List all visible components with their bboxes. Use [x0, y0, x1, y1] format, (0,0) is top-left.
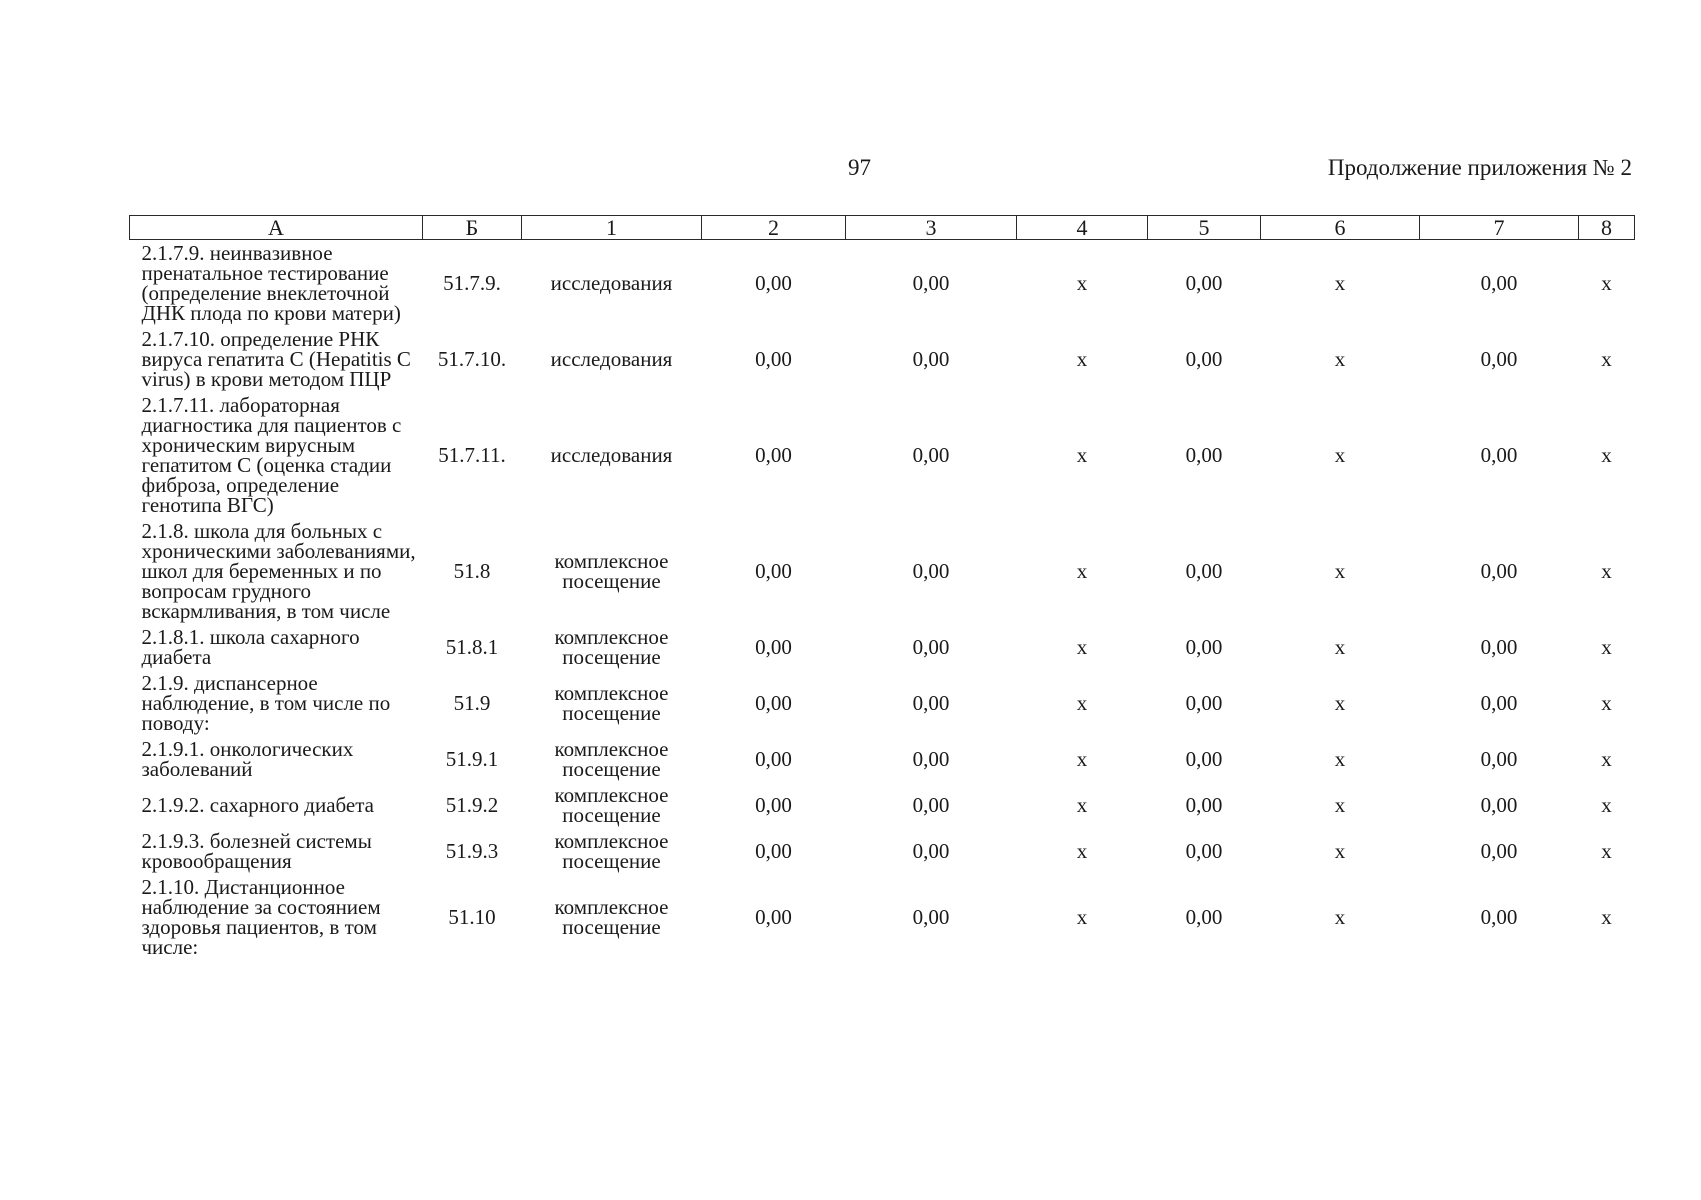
col2-cell: 0,00: [755, 443, 792, 467]
data-table: [129, 215, 1635, 960]
col8-cell: х: [1601, 839, 1612, 863]
table-row: [130, 326, 1635, 392]
row-unit-cell: комплексное посещение: [554, 829, 669, 873]
row-code-cell: 51.8: [453, 559, 491, 583]
col7-cell: 0,00: [1480, 559, 1518, 583]
col4-cell: х: [1076, 635, 1088, 659]
row-code-cell: 51.7.11.: [438, 443, 506, 467]
col2-cell: 0,00: [755, 691, 792, 715]
row-unit-cell: комплексное посещение: [554, 549, 669, 593]
col2-cell: 0,00: [755, 271, 792, 295]
col7-cell: 0,00: [1480, 747, 1518, 771]
col5-cell: 0,00: [1185, 839, 1223, 863]
table-row: [130, 518, 1635, 624]
row-unit-cell: исследования: [550, 443, 673, 467]
column-header: 4: [1017, 216, 1148, 240]
col5-cell: 0,00: [1185, 793, 1223, 817]
col6-cell: х: [1334, 747, 1346, 771]
col4-cell: х: [1076, 905, 1088, 929]
row-name-cell: 2.1.9.3. болезней системы кровообращения: [141, 829, 372, 873]
column-header: 6: [1261, 216, 1420, 240]
row-name-cell: 2.1.8. школа для больных с хроническими заболеваниями, школ для беременных и по вопросам грудного вскармливания, в том числе: [141, 519, 416, 623]
row-name-cell: 2.1.7.9. неинвазивное пренатальное тестирование (определение внеклеточной ДНК плода по крови матери): [141, 241, 401, 325]
col8-cell: х: [1601, 905, 1612, 929]
column-header-row: [130, 216, 1635, 240]
col5-cell: 0,00: [1185, 443, 1223, 467]
col5-cell: 0,00: [1185, 905, 1223, 929]
col3-cell: 0,00: [912, 559, 950, 583]
column-header: Б: [423, 216, 522, 240]
table-body: [130, 240, 1635, 961]
row-unit-cell: исследования: [550, 271, 673, 295]
row-code-cell: 51.7.10.: [437, 347, 507, 371]
table-row: [130, 782, 1635, 828]
column-header: 7: [1420, 216, 1579, 240]
row-name-cell: 2.1.9.1. онкологических заболеваний: [141, 737, 354, 781]
row-unit-cell: исследования: [550, 347, 673, 371]
table-row: [130, 736, 1635, 782]
col5-cell: 0,00: [1185, 559, 1223, 583]
row-code-cell: 51.9.3: [445, 839, 499, 863]
col8-cell: х: [1601, 271, 1612, 295]
col4-cell: х: [1076, 691, 1088, 715]
col6-cell: х: [1334, 347, 1346, 371]
column-header: 1: [522, 216, 702, 240]
col7-cell: 0,00: [1480, 271, 1518, 295]
col3-cell: 0,00: [912, 443, 950, 467]
col8-cell: х: [1601, 443, 1612, 467]
col6-cell: х: [1334, 443, 1346, 467]
col2-cell: 0,00: [755, 793, 792, 817]
col2-cell: 0,00: [755, 347, 792, 371]
column-header: 3: [846, 216, 1017, 240]
col2-cell: 0,00: [755, 747, 792, 771]
col7-cell: 0,00: [1480, 839, 1518, 863]
row-name-cell: 2.1.8.1. школа сахарного диабета: [141, 625, 360, 669]
col6-cell: х: [1334, 691, 1346, 715]
row-code-cell: 51.9.2: [445, 793, 499, 817]
col7-cell: 0,00: [1480, 347, 1518, 371]
row-name-cell: 2.1.9.2. сахарного диабета: [141, 793, 374, 817]
col4-cell: х: [1076, 747, 1088, 771]
col7-cell: 0,00: [1480, 905, 1518, 929]
col8-cell: х: [1601, 747, 1612, 771]
row-name-cell: 2.1.7.10. определение РНК вируса гепатита С (Hepatitis C virus) в крови методом ПЦР: [141, 327, 411, 391]
row-unit-cell: комплексное посещение: [554, 783, 669, 827]
col5-cell: 0,00: [1185, 271, 1223, 295]
row-code-cell: 51.7.9.: [443, 271, 501, 295]
appendix-continuation-note: Продолжение приложения № 2: [1327, 155, 1632, 180]
row-name-cell: 2.1.7.11. лабораторная диагностика для пациентов с хроническим вирусным гепатитом С (оценка стадии фиброза, определение генотипа ВГС): [141, 393, 402, 517]
col7-cell: 0,00: [1480, 443, 1518, 467]
column-header: 2: [702, 216, 846, 240]
table-row: [130, 624, 1635, 670]
col2-cell: 0,00: [755, 559, 792, 583]
col5-cell: 0,00: [1185, 691, 1223, 715]
table-row: [130, 874, 1635, 960]
table-row: [130, 240, 1635, 327]
col5-cell: 0,00: [1185, 347, 1223, 371]
col3-cell: 0,00: [912, 905, 950, 929]
row-unit-cell: комплексное посещение: [554, 625, 669, 669]
col3-cell: 0,00: [912, 347, 950, 371]
col2-cell: 0,00: [755, 839, 792, 863]
col3-cell: 0,00: [912, 747, 950, 771]
row-name-cell: 2.1.9. диспансерное наблюдение, в том числе по поводу:: [141, 671, 391, 735]
page-number: 97: [848, 155, 871, 180]
column-header: А: [130, 216, 423, 240]
table-row: [130, 670, 1635, 736]
col3-cell: 0,00: [912, 635, 950, 659]
row-unit-cell: комплексное посещение: [554, 681, 669, 725]
table-row: [130, 828, 1635, 874]
column-header: 8: [1579, 216, 1635, 240]
col3-cell: 0,00: [912, 839, 950, 863]
row-code-cell: 51.9: [453, 691, 491, 715]
col3-cell: 0,00: [912, 271, 950, 295]
col4-cell: х: [1076, 793, 1088, 817]
col7-cell: 0,00: [1480, 635, 1518, 659]
col2-cell: 0,00: [755, 635, 792, 659]
col7-cell: 0,00: [1480, 691, 1518, 715]
row-code-cell: 51.9.1: [445, 747, 499, 771]
table-row: [130, 392, 1635, 518]
row-code-cell: 51.8.1: [445, 635, 499, 659]
col8-cell: х: [1601, 347, 1612, 371]
col8-cell: х: [1601, 793, 1612, 817]
col5-cell: 0,00: [1185, 635, 1223, 659]
col3-cell: 0,00: [912, 793, 950, 817]
col3-cell: 0,00: [912, 691, 950, 715]
col7-cell: 0,00: [1480, 793, 1518, 817]
row-code-cell: 51.10: [448, 905, 496, 929]
col4-cell: х: [1076, 839, 1088, 863]
column-header: 5: [1148, 216, 1261, 240]
col6-cell: х: [1334, 905, 1346, 929]
row-unit-cell: комплексное посещение: [554, 737, 669, 781]
col8-cell: х: [1601, 559, 1612, 583]
col6-cell: х: [1334, 271, 1346, 295]
row-name-cell: 2.1.10. Дистанционное наблюдение за состоянием здоровья пациентов, в том числе:: [141, 875, 381, 959]
col2-cell: 0,00: [755, 905, 792, 929]
col6-cell: х: [1334, 793, 1346, 817]
row-unit-cell: комплексное посещение: [554, 895, 669, 939]
col4-cell: х: [1076, 347, 1088, 371]
col6-cell: х: [1334, 635, 1346, 659]
col8-cell: х: [1601, 635, 1612, 659]
col6-cell: х: [1334, 559, 1346, 583]
col8-cell: х: [1601, 691, 1612, 715]
col6-cell: х: [1334, 839, 1346, 863]
col4-cell: х: [1076, 443, 1088, 467]
col4-cell: х: [1076, 271, 1088, 295]
col5-cell: 0,00: [1185, 747, 1223, 771]
col4-cell: х: [1076, 559, 1088, 583]
